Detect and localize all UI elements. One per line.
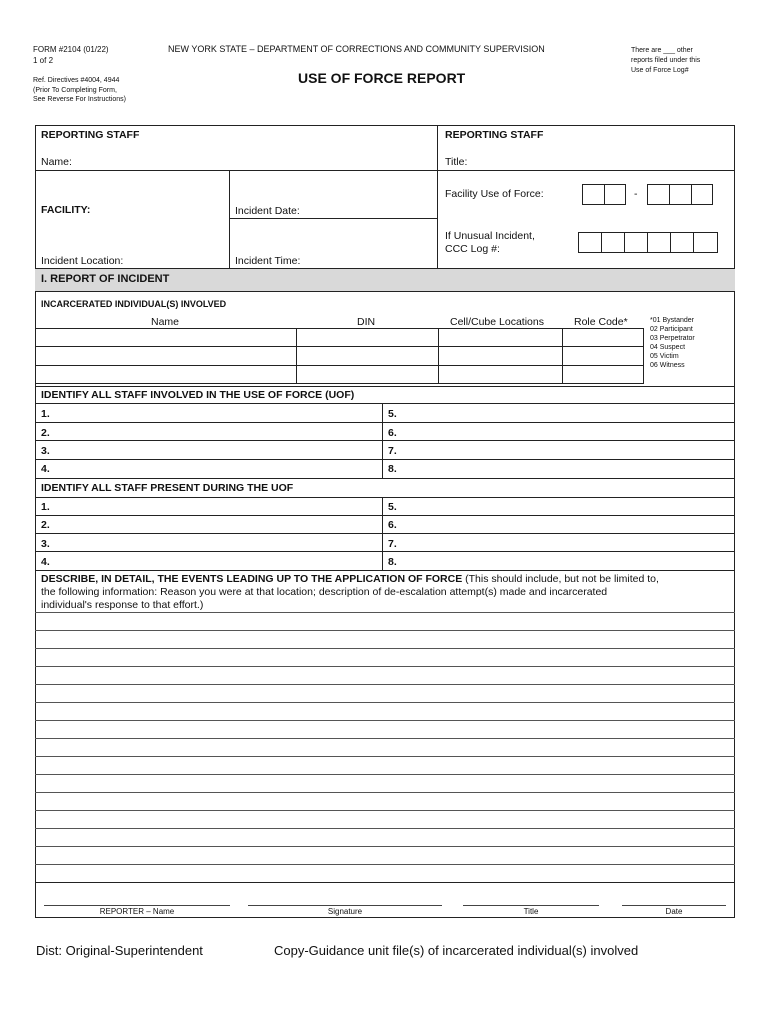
form-number: FORM #2104 (01/22) (33, 45, 109, 54)
facility-uof-input-2[interactable] (647, 184, 713, 205)
staff-involved-4[interactable]: 4. (41, 463, 50, 475)
incident-date-field[interactable]: Incident Date: (235, 205, 300, 217)
staff-present-heading: IDENTIFY ALL STAFF PRESENT DURING THE UOF (41, 482, 294, 494)
form-title: USE OF FORCE REPORT (298, 70, 466, 86)
ccc-log-input[interactable] (578, 232, 718, 253)
col-role: Role Code* (574, 316, 628, 328)
uof-dash: - (634, 188, 638, 200)
describe-instructions: DESCRIBE, IN DETAIL, THE EVENTS LEADING UP TO THE APPLICATION OF FORCE (This should include, but not be limited to, the following information: Reason you were at that location; description of de-escalation attempt(s) made and incarcerated individual's response to that effort.) (41, 573, 659, 611)
title-field[interactable]: Title: (445, 156, 468, 168)
col-cell: Cell/Cube Locations (450, 316, 544, 328)
title-caption: Title (523, 907, 539, 916)
copy-note: Copy-Guidance unit file(s) of incarcerated individual(s) involved (274, 943, 639, 958)
staff-present-7[interactable]: 7. (388, 538, 397, 550)
staff-involved-7[interactable]: 7. (388, 445, 397, 457)
unusual-incident-label: If Unusual Incident, (445, 230, 535, 242)
section-title: I. REPORT OF INCIDENT (41, 273, 170, 285)
incident-time-field[interactable]: Incident Time: (235, 255, 301, 267)
date-line[interactable] (622, 905, 726, 906)
staff-involved-6[interactable]: 6. (388, 427, 397, 439)
incarcerated-table[interactable] (35, 328, 644, 384)
staff-involved-heading: IDENTIFY ALL STAFF INVOLVED IN THE USE OF FORCE (UOF) (41, 389, 355, 401)
other-reports-note-3: Use of Force Log# (631, 67, 689, 74)
other-reports-note: There are ___ other (631, 47, 693, 54)
prior-note: (Prior To Completing Form, (33, 87, 117, 94)
role-code-legend: *01 Bystander 02 Participant 03 Perpetrator 04 Suspect 05 Victim 06 Witness (650, 317, 695, 369)
prior-note-2: See Reverse For Instructions) (33, 96, 126, 103)
reporting-staff-title-label: REPORTING STAFF (445, 129, 544, 141)
date-caption: Date (665, 907, 683, 916)
facility-field[interactable]: FACILITY: (41, 204, 91, 216)
staff-involved-2[interactable]: 2. (41, 427, 50, 439)
ccc-log-label: CCC Log #: (445, 243, 500, 255)
facility-uof-label: Facility Use of Force: (445, 188, 544, 200)
staff-present-8[interactable]: 8. (388, 556, 397, 568)
staff-present-6[interactable]: 6. (388, 519, 397, 531)
name-field[interactable]: Name: (41, 156, 72, 168)
ref-directives: Ref. Directives #4004, 4944 (33, 77, 120, 84)
distribution-note: Dist: Original-Superintendent (36, 943, 203, 958)
reporter-name-line[interactable] (44, 905, 230, 906)
page-indicator: 1 of 2 (33, 56, 54, 65)
staff-present-4[interactable]: 4. (41, 556, 50, 568)
staff-present-3[interactable]: 3. (41, 538, 50, 550)
staff-involved-8[interactable]: 8. (388, 463, 397, 475)
staff-present-2[interactable]: 2. (41, 519, 50, 531)
col-din: DIN (357, 316, 376, 328)
staff-involved-5[interactable]: 5. (388, 408, 397, 420)
facility-uof-input-1[interactable] (582, 184, 626, 205)
title-line[interactable] (463, 905, 599, 906)
staff-involved-3[interactable]: 3. (41, 445, 50, 457)
incident-location-field[interactable]: Incident Location: (41, 255, 124, 267)
reporting-staff-label: REPORTING STAFF (41, 129, 140, 141)
other-reports-note-2: reports filed under this (631, 57, 701, 64)
reporter-name-caption: REPORTER – Name (99, 907, 175, 916)
staff-involved-1[interactable]: 1. (41, 408, 50, 420)
staff-present-1[interactable]: 1. (41, 501, 50, 513)
agency-name: NEW YORK STATE – DEPARTMENT OF CORRECTIONS AND COMMUNITY SUPERVISION (168, 44, 545, 54)
describe-lines[interactable] (35, 612, 735, 884)
col-name: Name (151, 316, 180, 328)
staff-present-5[interactable]: 5. (388, 501, 397, 513)
signature-caption: Signature (327, 907, 363, 916)
signature-line[interactable] (248, 905, 442, 906)
incarcerated-heading: INCARCERATED INDIVIDUAL(S) INVOLVED (41, 299, 227, 309)
